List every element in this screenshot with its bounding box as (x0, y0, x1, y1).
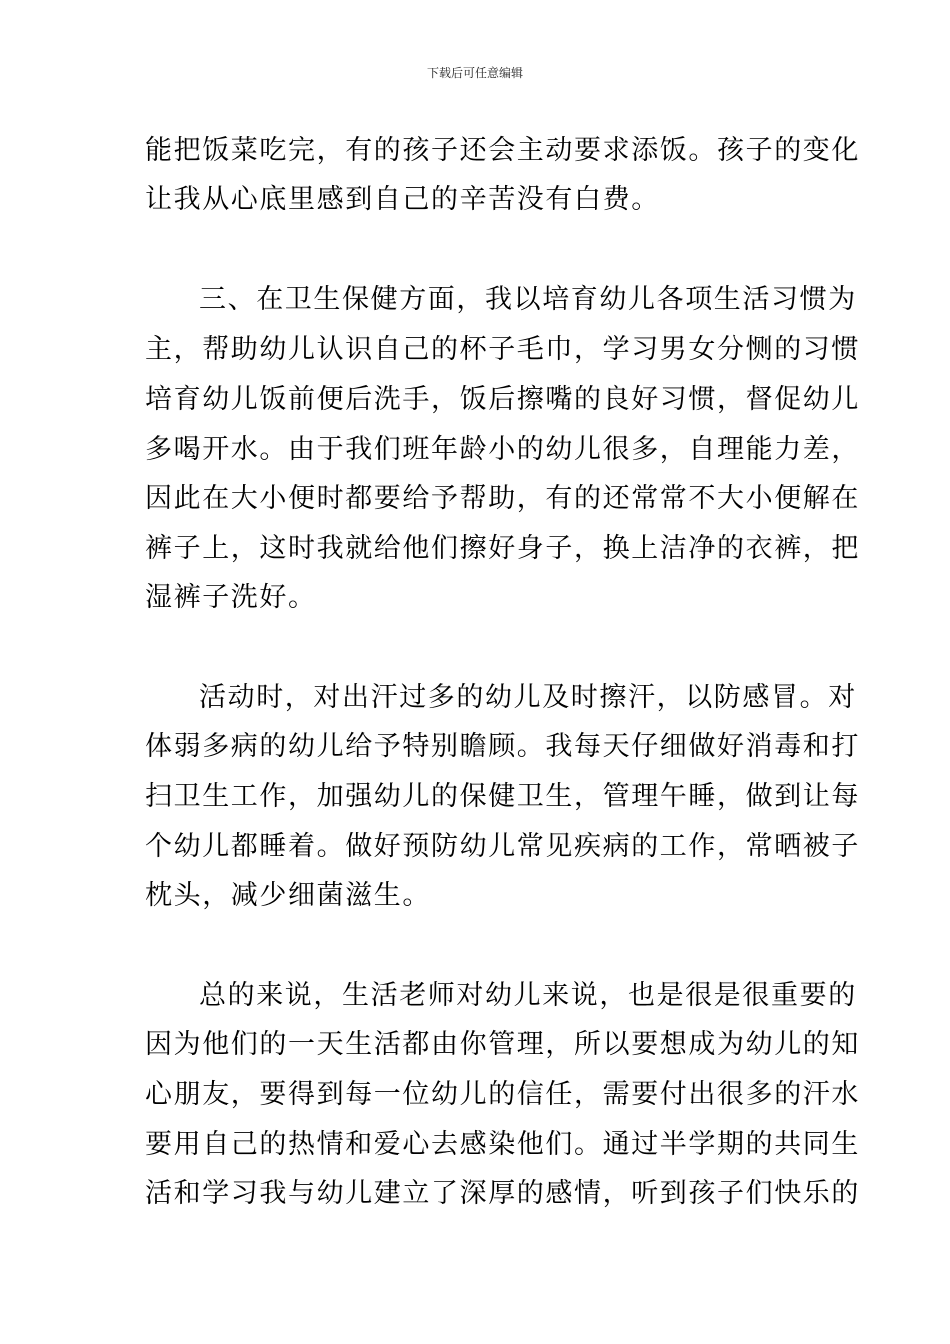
paragraph-line: 培育幼儿饭前便后洗手，饭后擦嘴的良好习惯，督促幼儿 (145, 384, 860, 415)
paragraph-line: 因此在大小便时都要给予帮助，有的还常常不大小便解在 (145, 483, 860, 514)
paragraph-first-line: 活动时，对出汗过多的幼儿及时擦汗，以防感冒。对 (199, 682, 857, 713)
paragraph-line: 扫卫生工作，加强幼儿的保健卫生，管理午睡，做到让每 (145, 781, 860, 812)
paragraph-line: 要用自己的热情和爱心去感染他们。通过半学期的共同生 (145, 1129, 860, 1160)
paragraph-line: 主，帮助幼儿认识自己的杯子毛巾，学习男女分恻的习惯 (145, 334, 860, 365)
paragraph-line: 体弱多病的幼儿给予特别瞻顾。我每天仔细做好消毒和打 (145, 731, 860, 762)
paragraph-line: 多喝开水。由于我们班年龄小的幼儿很多，自理能力差， (145, 434, 860, 465)
paragraph-line: 个幼儿都睡着。做好预防幼儿常见疾病的工作，常晒被子 (145, 831, 860, 862)
paragraph-line: 枕头，减少细菌滋生。 (145, 880, 431, 911)
paragraph-line: 活和学习我与幼儿建立了深厚的感情，听到孩子们快乐的 (145, 1178, 860, 1209)
paragraph-line: 裤子上，这时我就给他们擦好身子，换上洁净的衣裤，把 (145, 533, 860, 564)
paragraph-first-line: 总的来说，生活老师对幼儿来说，也是很是很重要的 (199, 980, 857, 1011)
paragraph-line: 因为他们的一天生活都由你管理，所以要想成为幼儿的知 (145, 1029, 860, 1060)
paragraph-line: 让我从心底里感到自己的辛苦没有白费。 (145, 184, 660, 215)
paragraph-first-line: 三、在卫生保健方面，我以培育幼儿各项生活习惯为 (199, 284, 857, 315)
paragraph-line: 能把饭菜吃完，有的孩子还会主动要求添饭。孩子的变化 (145, 135, 860, 166)
paragraph-line: 心朋友，要得到每一位幼儿的信任，需要付出很多的汗水 (145, 1079, 860, 1110)
page-header-note: 下载后可任意编辑 (426, 66, 523, 80)
paragraph-line: 湿裤子洗好。 (145, 582, 317, 613)
